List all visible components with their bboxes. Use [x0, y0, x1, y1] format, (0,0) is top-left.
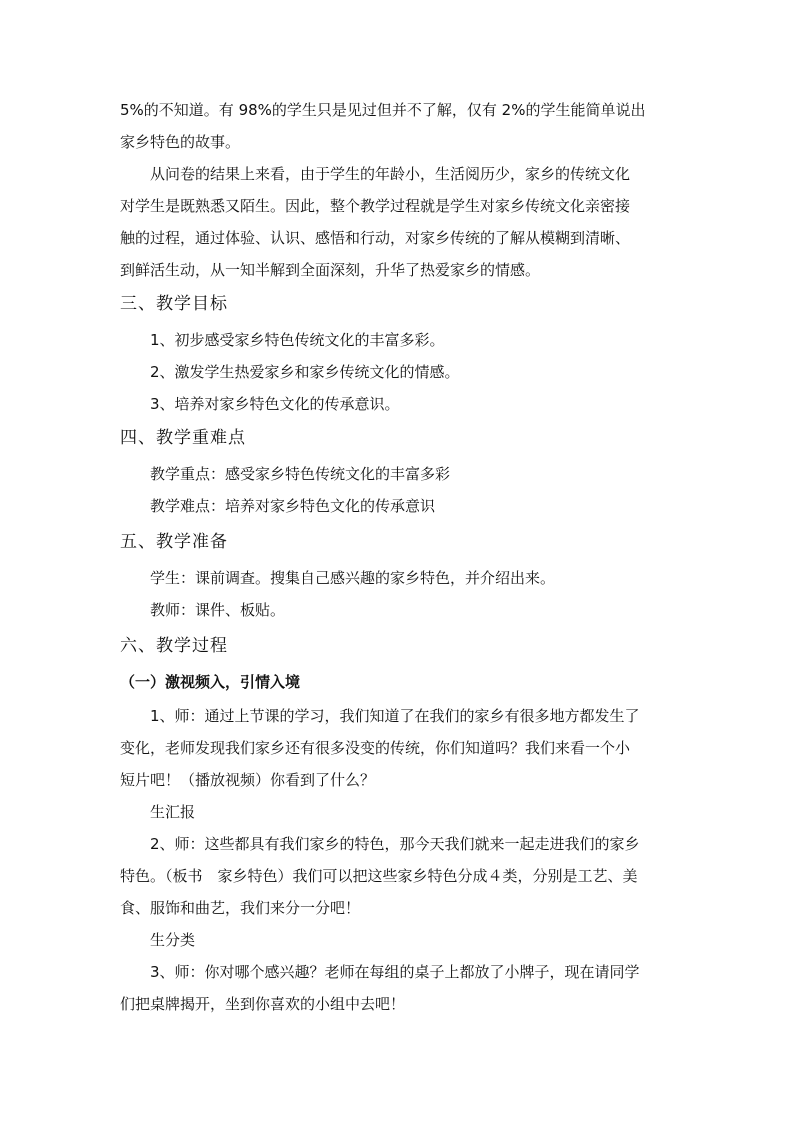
step3-line-1: 3、师：你对哪个感兴趣？老师在每组的桌子上都放了小牌子，现在请同学 [150, 963, 640, 981]
analysis-line-4: 到鲜活生动，从一知半解到全面深刻，升华了热爱家乡的情感。 [120, 261, 541, 279]
section-heading-key-points: 四、教学重难点 [120, 428, 246, 448]
section-heading-objectives: 三、教学目标 [120, 294, 228, 314]
subsection-heading-intro: （一）激视频入，引情入境 [120, 673, 301, 691]
section-heading-preparation: 五、教学准备 [120, 532, 228, 552]
step2-line-1: 2、师：这些都具有我们家乡的特色，那今天我们就来一起走进我们的家乡 [150, 835, 640, 853]
objective-item-1: 1、初步感受家乡特色传统文化的丰富多彩。 [150, 331, 445, 349]
difficult-point: 教学难点：培养对家乡特色文化的传承意识 [150, 497, 436, 515]
survey-result-line-2: 家乡特色的故事。 [120, 133, 241, 151]
objective-item-2: 2、激发学生热爱家乡和家乡传统文化的情感。 [150, 363, 460, 381]
step1-line-1: 1、师：通过上节课的学习，我们知道了在我们的家乡有很多地方都发生了 [150, 707, 640, 725]
key-point: 教学重点：感受家乡特色传统文化的丰富多彩 [150, 465, 451, 483]
preparation-students: 学生：课前调查。搜集自己感兴趣的家乡特色，并介绍出来。 [150, 569, 556, 587]
analysis-line-1: 从问卷的结果上来看，由于学生的年龄小，生活阅历少，家乡的传统文化 [150, 165, 631, 183]
analysis-line-3: 触的过程，通过体验、认识、感悟和行动，对家乡传统的了解从模糊到清晰、 [120, 229, 631, 247]
objective-item-3: 3、培养对家乡特色文化的传承意识。 [150, 395, 400, 413]
step1-line-3: 短片吧！（播放视频）你看到了什么？ [120, 771, 376, 789]
survey-result-line-1: 5%的不知道。有 98%的学生只是见过但并不了解，仅有 2%的学生能简单说出 [120, 101, 646, 119]
student-report: 生汇报 [150, 803, 196, 821]
step3-line-2: 们把桌牌揭开，坐到你喜欢的小组中去吧！ [120, 995, 406, 1013]
step2-line-2: 特色。（板书 家乡特色）我们可以把这些家乡特色分成４类，分别是工艺、美 [120, 867, 638, 885]
student-classify: 生分类 [150, 931, 196, 949]
preparation-teacher: 教师：课件、板贴。 [150, 601, 286, 619]
step2-line-3: 食、服饰和曲艺，我们来分一分吧！ [120, 899, 361, 917]
step1-line-2: 变化，老师发现我们家乡还有很多没变的传统，你们知道吗？我们来看一个小 [120, 739, 631, 757]
analysis-line-2: 对学生是既熟悉又陌生。因此，整个教学过程就是学生对家乡传统文化亲密接 [120, 197, 631, 215]
section-heading-process: 六、教学过程 [120, 636, 228, 656]
